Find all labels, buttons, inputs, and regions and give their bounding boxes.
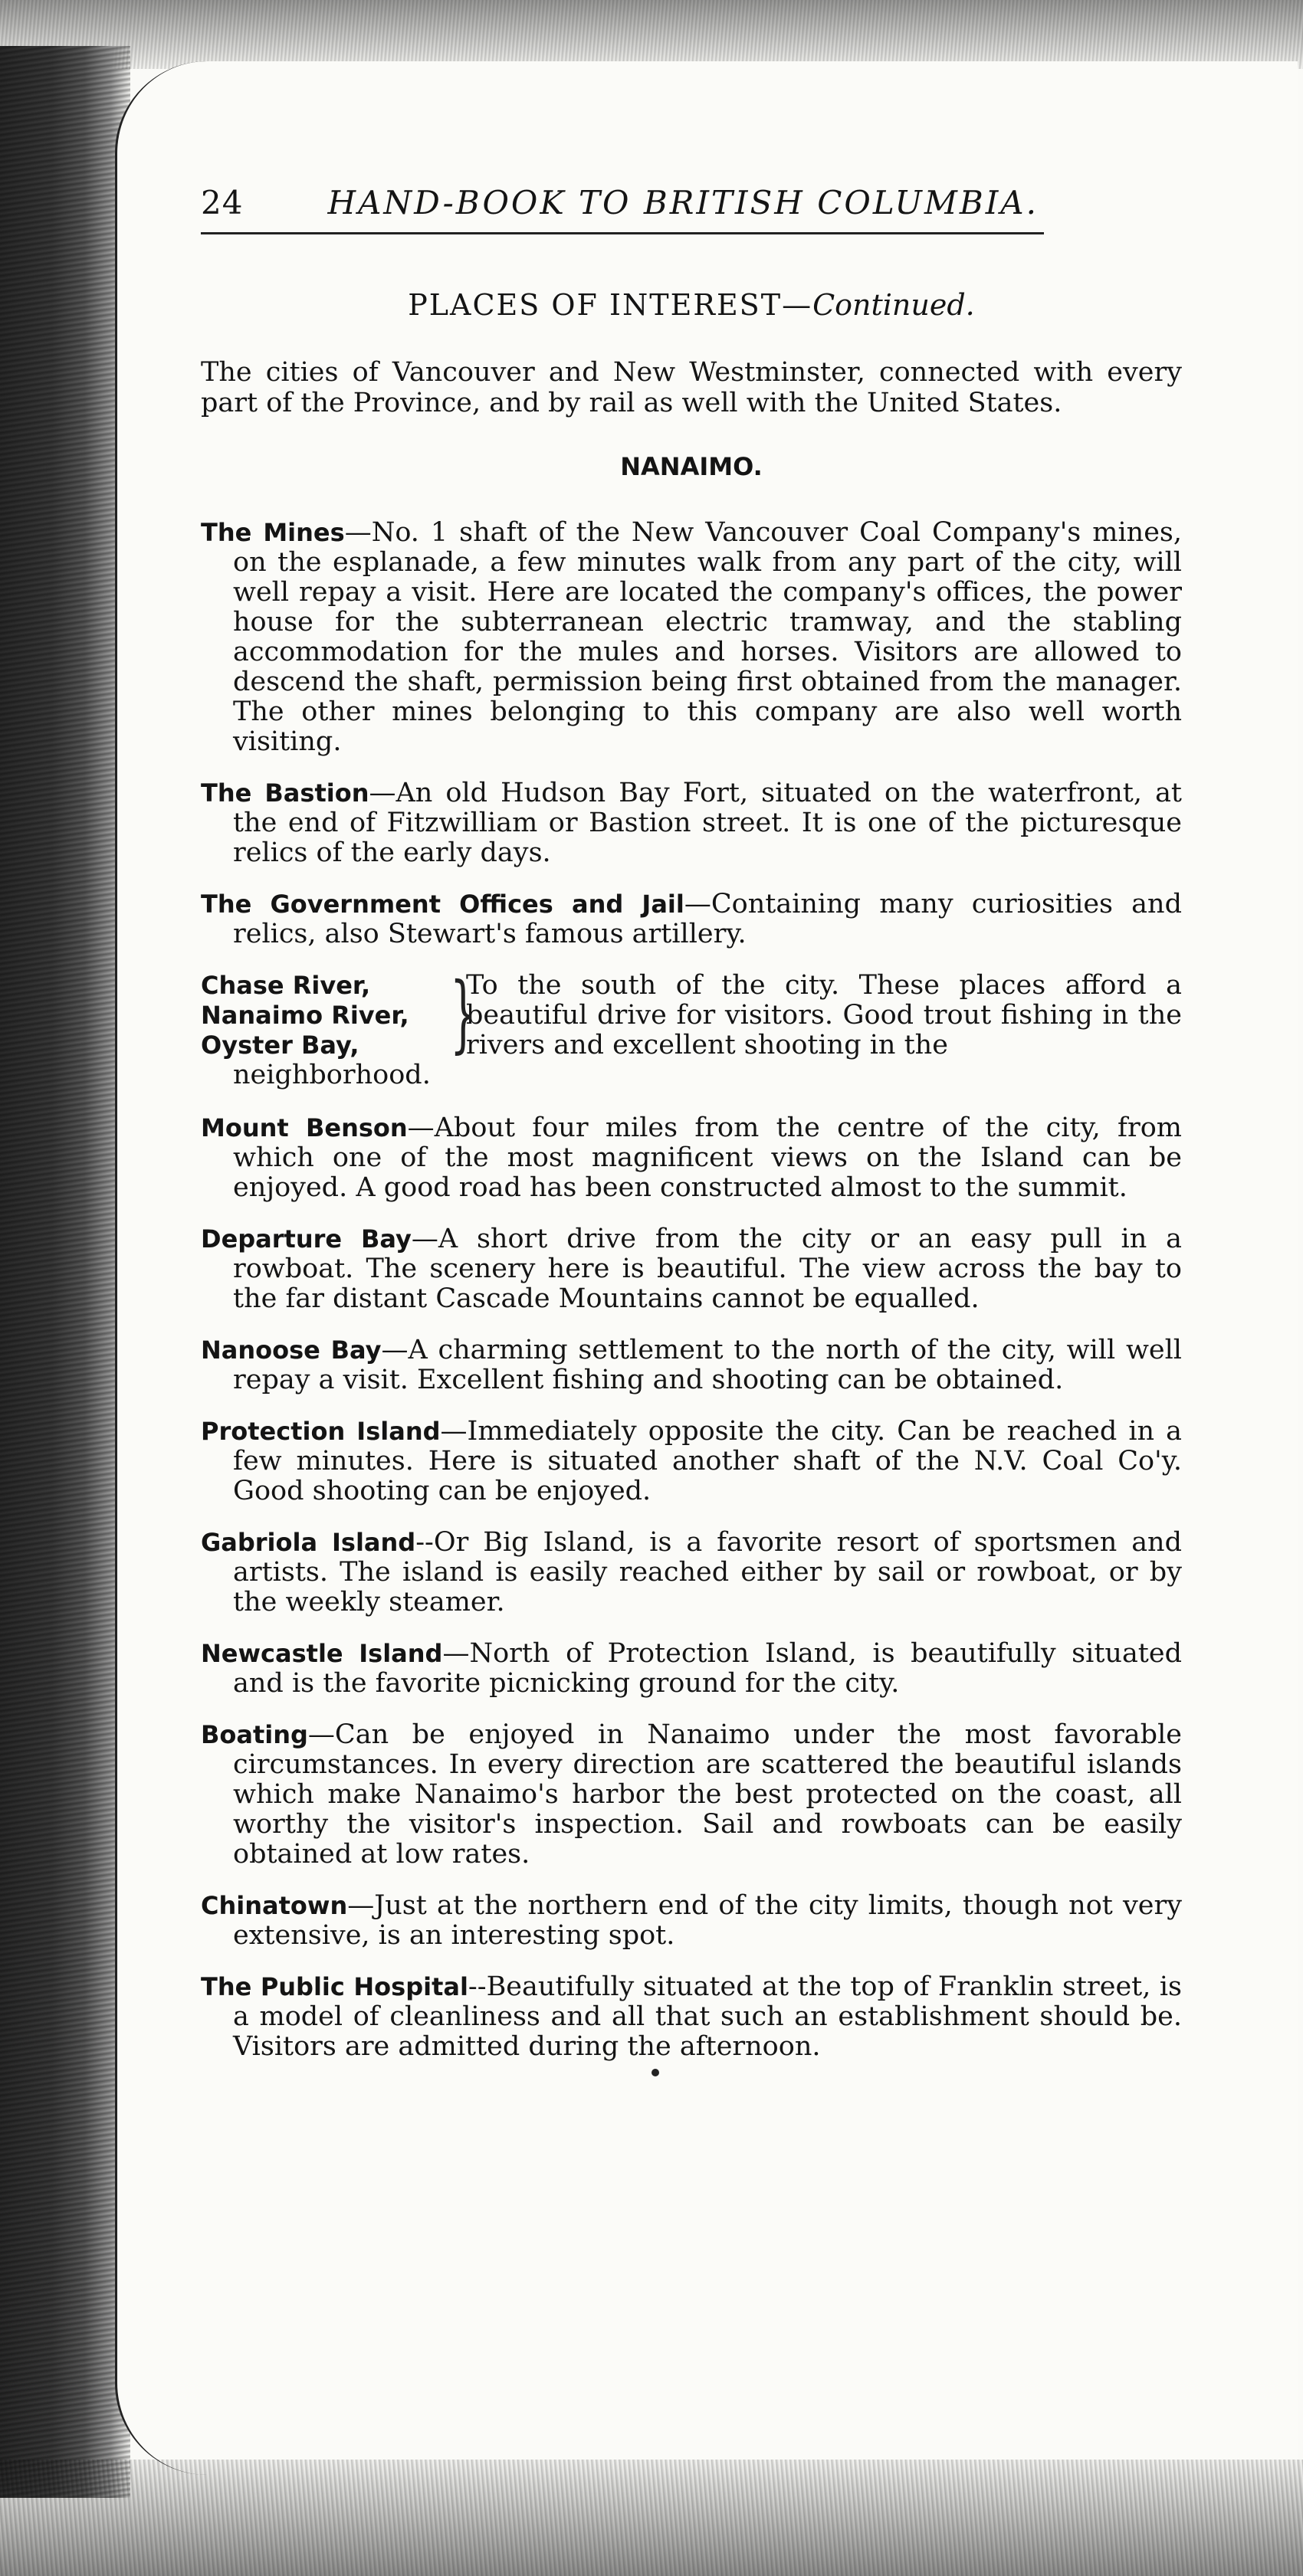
entry-departure-bay <box>201 1224 1182 1314</box>
entry-text: --Beautifully situated at the top of Franklin street, is a model of cleanliness and all that such an establishment should be. Visitors are admitted during the afternoon. <box>233 1971 1182 2062</box>
brace-names <box>201 971 445 1060</box>
entry-text: —Just at the northern end of the city limits, though not very extensive, is an interesting spot. <box>233 1890 1182 1951</box>
entry-nanoose-bay <box>201 1336 1182 1395</box>
entry-protection-island <box>201 1417 1182 1506</box>
city-heading: NANAIMO. <box>620 452 763 481</box>
entry-heading: Protection Island <box>201 1417 441 1446</box>
running-title: HAND-BOOK TO BRITISH COLUMBIA. <box>327 184 1039 221</box>
entry-text: —A charming settlement to the north of the city, will well repay a visit. Excellent fishing and shooting can be obtained. <box>233 1335 1183 1395</box>
entry-heading: Chinatown <box>201 1891 348 1920</box>
scan-top-edge <box>0 0 1303 69</box>
entry-the-bastion <box>201 778 1182 868</box>
entry-text: --Or Big Island, is a favorite resort of sportsmen and artists. The island is easily reached either by sail or rowboat, or by the weekly steamer. <box>233 1527 1183 1617</box>
place-name: Oyster Bay, <box>201 1031 359 1060</box>
entry-text: —A short drive from the city or an easy pull in a rowboat. The scenery here is beautiful. The view across the bay to the far distant Cascade Mountains cannot be equalled. <box>233 1224 1183 1314</box>
entry-boating <box>201 1720 1182 1870</box>
entry-mount-benson <box>201 1113 1182 1203</box>
entry-heading: Nanoose Bay <box>201 1336 382 1365</box>
entry-public-hospital <box>201 1972 1182 2062</box>
entry-text: —North of Protection Island, is beautifully situated and is the favorite picnicking ground for the city. <box>233 1638 1182 1699</box>
entry-heading: Newcastle Island <box>201 1639 443 1668</box>
entry-the-mines <box>201 518 1182 757</box>
entry-text: —An old Hudson Bay Fort, situated on the waterfront, at the end of Fitzwilliam or Bastion street. It is one of the picturesque relics of the early days. <box>233 778 1183 868</box>
entry-chinatown <box>201 1891 1182 1951</box>
entry-government-offices <box>201 890 1182 949</box>
entry-heading: Boating <box>201 1720 308 1749</box>
curly-brace-glyph: } <box>450 964 477 1062</box>
end-ornament-dot <box>652 2069 659 2076</box>
entry-text: —Can be enjoyed in Nanaimo under the most favorable circumstances. In every direction are scattered the beautiful islands which make Nanaimo's harbor the best protected on the coast, all worthy the visitor's inspection. Sail and rowboats can be easily obtained at low rates. <box>233 1719 1182 1870</box>
place-name: Nanaimo River, <box>201 1001 409 1030</box>
section-title <box>201 288 1182 322</box>
entry-text: —No. 1 shaft of the New Vancouver Coal Company's mines, on the esplanade, a few minutes walk from any part of the city, will well repay a visit. Here are located the company's offices, the power house for the subterranean electric tramway, and the stabling accommodation for the mules and horses. Visitors are allowed to descend the shaft, permission being first obtained from the manager. The other mines belonging to this company are also well worth visiting. <box>233 517 1183 757</box>
place-name: Chase River, <box>201 971 371 1000</box>
section-title-continued: Continued. <box>812 288 975 322</box>
entry-heading: The Government Offices and Jail <box>201 890 684 919</box>
entry-heading: The Mines <box>201 518 345 547</box>
page-content <box>201 184 1182 2083</box>
section-title-main: PLACES OF INTEREST— <box>408 288 813 322</box>
page-number: 24 <box>201 184 244 221</box>
entry-heading: Mount Benson <box>201 1113 408 1142</box>
entry-text: —Immediately opposite the city. Can be reached in a few minutes. Here is situated another shaft of the N.V. Coal Co'y. Good shooting can be enjoyed. <box>233 1416 1182 1506</box>
entry-text: —Containing many curiosities and relics, also Stewart's famous artillery. <box>233 889 1182 949</box>
intro-paragraph: The cities of Vancouver and New Westminster, connected with every part of the Province, and by rail as well with the United States. <box>201 357 1182 418</box>
entry-heading: Departure Bay <box>201 1224 412 1254</box>
entry-gabriola-island <box>201 1528 1182 1617</box>
running-head <box>201 184 1044 234</box>
scan-binding-shadow <box>0 46 130 2498</box>
entry-text: —About four miles from the centre of the city, from which one of the most magnificent views on the Island can be enjoyed. A good road has been constructed almost to the summit. <box>233 1113 1182 1203</box>
entry-heading: The Public Hospital <box>201 1972 468 2001</box>
entry-heading: The Bastion <box>201 778 369 808</box>
scan-bottom-edge <box>0 2460 1303 2576</box>
entry-newcastle-island <box>201 1639 1182 1699</box>
brace-group <box>201 964 1182 1062</box>
brace-continuation: neighborhood. <box>233 1060 431 1090</box>
brace-description: To the south of the city. These places afford a beautiful drive for visitors. Good trout fishing in the rivers and excellent shooting in the <box>466 970 1182 1060</box>
entry-heading: Gabriola Island <box>201 1528 416 1557</box>
